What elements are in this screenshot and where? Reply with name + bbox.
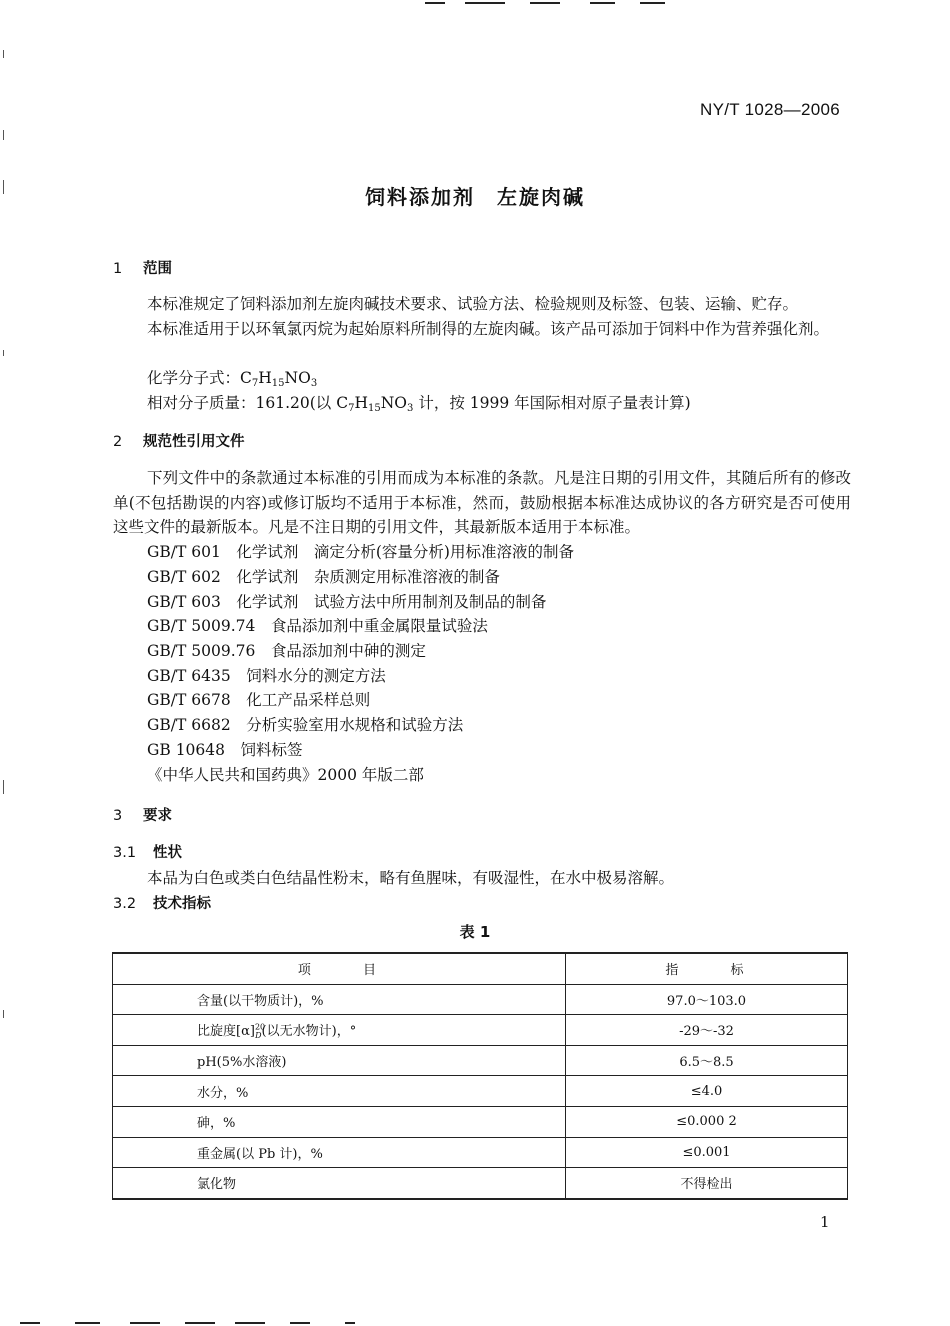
- table-header-spec: 指 标: [566, 953, 848, 984]
- reference-code: GB/T 6678: [147, 691, 231, 709]
- reference-title: 化学试剂 杂质测定用标准溶液的制备: [236, 568, 500, 586]
- table-cell-item: [113, 1106, 566, 1137]
- reference-separator: [231, 716, 247, 734]
- scan-edge-top-4: [590, 2, 615, 4]
- formula-no: NO: [380, 394, 408, 412]
- table-cell-item: [113, 1015, 566, 1046]
- formula-h-subscript: 15: [368, 403, 381, 414]
- section-3-2-heading: [113, 892, 211, 913]
- table-cell-item: [113, 1045, 566, 1076]
- reference-title: 分析实验室用水规格和试验方法: [246, 716, 464, 734]
- scan-margin-tick-4: [3, 350, 4, 356]
- scan-edge-top-1: [425, 2, 445, 4]
- table-cell-spec: ≤0.000 2: [566, 1106, 848, 1137]
- item-label: 砷，%: [197, 1116, 236, 1132]
- table-cell-spec: ≤4.0: [566, 1076, 848, 1107]
- reference-code: GB/T 5009.76: [147, 642, 256, 660]
- scan-edge-top-2: [465, 2, 505, 4]
- section-2-heading: [113, 430, 245, 451]
- table-row: [113, 1076, 848, 1107]
- table-row: [113, 984, 848, 1015]
- scope-paragraph-2: 本标准适用于以环氧氯丙烷为起始原料所制得的左旋肉碱。该产品可添加于饲料中作为营养强化剂。: [147, 320, 830, 338]
- section-number: 2: [113, 434, 123, 450]
- section-title: 技术指标: [153, 896, 211, 912]
- formula-c-subscript: 7: [348, 403, 355, 414]
- references-intro: 下列文件中的条款通过本标准的引用而成为本标准的条款。凡是注日期的引用文件，其随后所有的修改单(不包括勘误的内容)或修订版均不适用于本标准，然而，鼓励根据本标准达成协议的各方研究是否可使用这些文件的最新版本。凡是不注日期的引用文件，其最新版本适用于本标准。: [113, 469, 851, 536]
- scan-edge-bottom-7: [345, 1322, 355, 1324]
- page-number: 1: [820, 1213, 830, 1231]
- properties-text: 本品为白色或类白色结晶性粉末，略有鱼腥味，有吸湿性，在水中极易溶解。: [147, 869, 675, 887]
- formula-h: H: [258, 369, 272, 387]
- reference-item: [147, 540, 574, 562]
- reference-title: 饲料水分的测定方法: [246, 667, 386, 685]
- reference-item: [147, 590, 546, 612]
- section-number: 3.1: [113, 845, 137, 861]
- reference-item: [147, 738, 303, 760]
- table-row: [113, 1045, 848, 1076]
- reference-item: [147, 614, 488, 636]
- table-cell-item: [113, 1137, 566, 1168]
- reference-separator: [255, 642, 271, 660]
- section-title: 范围: [143, 261, 172, 277]
- reference-code: GB/T 5009.74: [147, 617, 256, 635]
- reference-item: [147, 565, 500, 587]
- reference-code: GB/T 6435: [147, 667, 231, 685]
- reference-title: 饲料标签: [240, 741, 303, 759]
- section-3-heading: [113, 804, 172, 825]
- reference-separator: [221, 543, 237, 561]
- standard-code: NY/T 1028—2006: [700, 100, 840, 119]
- scan-edge-bottom-3: [130, 1322, 160, 1324]
- formula-c: C: [240, 369, 252, 387]
- table-header-item: 项 目: [113, 953, 566, 984]
- scan-margin-tick-5: [3, 780, 4, 794]
- item-label: 比旋度[α]: [197, 1023, 255, 1039]
- table-cell-item: [113, 1168, 566, 1199]
- formula-label: 化学分子式：: [147, 369, 241, 387]
- scan-edge-bottom-6: [290, 1322, 310, 1324]
- reference-item: [147, 639, 426, 661]
- formula-c-subscript: 7: [251, 378, 259, 389]
- rotation-tail: (以无水物计)，°: [261, 1023, 357, 1039]
- scan-edge-top-5: [640, 2, 665, 4]
- table-cell-spec: 不得检出: [566, 1168, 848, 1199]
- document-title: 饲料添加剂 左旋肉碱: [365, 185, 585, 209]
- section-1-heading: [113, 257, 172, 278]
- item-label: 重金属(以 Pb 计)，%: [197, 1146, 323, 1162]
- section-number: 3: [113, 808, 123, 824]
- section-title: 性状: [153, 845, 182, 861]
- item-label: 水分，%: [197, 1085, 249, 1101]
- reference-title: 化学试剂 试验方法中所用制剂及制品的制备: [236, 593, 547, 611]
- reference-item: [147, 688, 370, 710]
- table-cell-spec: ≤0.001: [566, 1137, 848, 1168]
- reference-item: [147, 664, 386, 686]
- scan-margin-tick-1: [3, 50, 4, 58]
- reference-separator: [225, 741, 241, 759]
- table-cell-spec: -29～-32: [566, 1015, 848, 1046]
- section-3-1-heading: [113, 841, 182, 862]
- table-row: [113, 1106, 848, 1137]
- reference-title: 化学试剂 滴定分析(容量分析)用标准溶液的制备: [236, 543, 574, 561]
- reference-code: GB/T 603: [147, 593, 221, 611]
- table-cell-spec: 6.5～8.5: [566, 1045, 848, 1076]
- scope-paragraph-1: 本标准规定了饲料添加剂左旋肉碱技术要求、试验方法、检验规则及标签、包装、运输、贮存。: [147, 295, 799, 313]
- scan-margin-tick-6: [3, 1010, 4, 1018]
- reference-title: 食品添加剂中砷的测定: [270, 642, 426, 660]
- reference-separator: [231, 691, 247, 709]
- reference-separator: [231, 667, 247, 685]
- scan-edge-bottom-4: [185, 1322, 215, 1324]
- scan-edge-bottom-1: [20, 1322, 40, 1324]
- reference-separator: [221, 593, 237, 611]
- table-cell-item: [113, 984, 566, 1015]
- specification-table: [112, 952, 848, 1200]
- item-label: pH(5%水溶液): [197, 1055, 287, 1071]
- formula-o-subscript: 3: [407, 403, 414, 414]
- scan-edge-bottom-5: [235, 1322, 265, 1324]
- mass-tail: 计，按 1999 年国际相对原子量表计算): [413, 394, 691, 412]
- table-cell-spec: 97.0～103.0: [566, 984, 848, 1015]
- table-row: [113, 1168, 848, 1199]
- reference-code: GB/T 601: [147, 543, 221, 561]
- rotation-temperature: 20: [254, 1022, 266, 1032]
- item-label: 氯化物: [197, 1177, 237, 1193]
- reference-code: 《中华人民共和国药典》2000 年版二部: [147, 766, 424, 784]
- section-number: 1: [113, 261, 123, 277]
- formula-o-subscript: 3: [310, 378, 318, 389]
- table-row: [113, 1015, 848, 1046]
- table-row: [113, 1137, 848, 1168]
- formula-h: H: [354, 394, 368, 412]
- scan-edge-bottom-2: [75, 1322, 100, 1324]
- section-number: 3.2: [113, 896, 137, 912]
- formula-h-subscript: 15: [271, 378, 285, 389]
- scan-margin-tick-2: [3, 130, 4, 140]
- reference-title: 食品添加剂中重金属限量试验法: [270, 617, 488, 635]
- reference-code: GB 10648: [147, 741, 226, 759]
- formula-c: C: [336, 394, 349, 412]
- rotation-d-line: D: [255, 1031, 262, 1041]
- section-title: 要求: [143, 808, 172, 824]
- table-cell-item: [113, 1076, 566, 1107]
- molecular-mass-line: [147, 391, 691, 414]
- reference-code: GB/T 6682: [147, 716, 231, 734]
- table-header-row: [113, 953, 848, 984]
- table-caption: 表 1: [459, 923, 491, 941]
- reference-separator: [221, 568, 237, 586]
- chemical-formula-line: [147, 366, 317, 389]
- reference-title: 化工产品采样总则: [246, 691, 371, 709]
- section-title: 规范性引用文件: [143, 434, 245, 450]
- reference-item: [147, 763, 424, 785]
- item-label: 含量(以干物质计)，%: [197, 993, 324, 1009]
- formula-no: NO: [284, 369, 311, 387]
- reference-code: GB/T 602: [147, 568, 221, 586]
- mass-label: 相对分子质量：161.20(以: [147, 394, 337, 412]
- scan-edge-top-3: [530, 2, 560, 4]
- reference-item: [147, 713, 463, 735]
- reference-separator: [255, 617, 271, 635]
